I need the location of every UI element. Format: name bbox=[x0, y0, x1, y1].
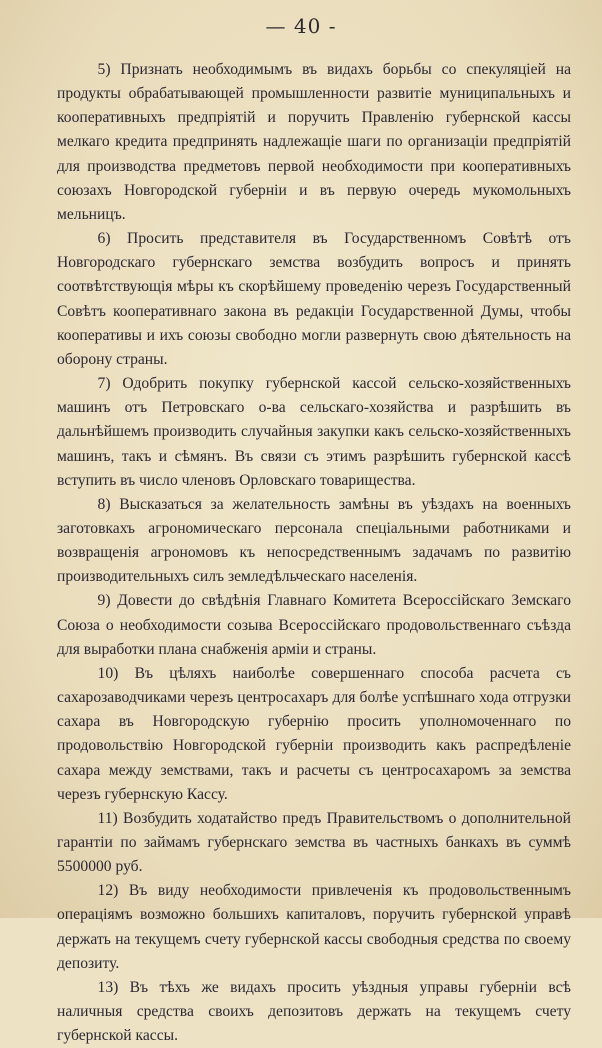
paragraph-11: 11) Возбудить ходатайство предъ Правительствомъ о дополнительной гарантіи по займамъ губернскаго земства въ частныхъ банкахъ въ суммѣ 5500000 руб. bbox=[57, 809, 571, 876]
body-text bbox=[57, 58, 571, 1048]
paragraph-13: 13) Въ тѣхъ же видахъ просить уѣздныя управы губерніи всѣ наличныя средства своихъ депозитовъ держать на текущемъ счету губернской кассы. bbox=[57, 978, 571, 1045]
paragraph-5: 5) Признать необходимымъ въ видахъ борьбы со спекуляціей на продукты обрабатывающей промышленности развитіе муниципальныхъ и кооперативныхъ предпріятій и поручить Правленію губернской кассы мелкаго кредита предпринять надлежащіе шаги по организаціи предпріятій для производства предметовъ первой необходимости при кооперативныхъ союзахъ Новгородской губерніи и въ первую очередь мукомольныхъ мельницъ. bbox=[57, 61, 571, 223]
paragraph-10: 10) Въ цѣляхъ наиболѣе совершеннаго способа расчета съ сахарозаводчиками черезъ центросахаръ для болѣе успѣшнаго хода отгрузки сахара въ Новгородскую губернію просить уполномоченнаго по продовольствію Новгородской губерніи производить какъ распредѣленіе сахара между земствами, такъ и расчеты съ центросахаромъ за земства черезъ губернскую Кассу. bbox=[57, 664, 571, 803]
paragraph-8: 8) Высказаться за желательность замѣны въ уѣздахъ на военныхъ заготовкахъ агрономическаго персонала спеціальными работниками и возвращенія агрономовъ къ непосредственнымъ задачамъ по развитію производительныхъ силъ земледѣльческаго населенія. bbox=[57, 495, 571, 586]
page-number: — 40 - bbox=[265, 14, 337, 38]
paragraph-12: 12) Въ виду необходимости привлеченія къ продовольственнымъ операціямъ возможно большихъ капиталовъ, поручить губернской управѣ держать на текущемъ счету губернской кассы свободныя средства по своему депозиту. bbox=[57, 882, 571, 972]
paragraph-7: 7) Одобрить покупку губернской кассой сельско-хозяйственныхъ машинъ отъ Петровскаго о-ва сельскаго-хозяйства и разрѣшить въ дальнѣйшемъ производить случайныя закупки какъ сельско-хозяйственныхъ машинъ, такъ и сѣмянъ. Въ связи съ этимъ разрѣшить губернской кассѣ вступить въ число членовъ Орловскаго товарищества. bbox=[57, 375, 571, 489]
paragraph-6: 6) Просить представителя въ Государственномъ Совѣтѣ отъ Новгородскаго губернскаго земства возбудить вопросъ и принять соотвѣтствующія мѣры къ скорѣйшему проведенію черезъ Государственный Совѣтъ кооперативнаго закона въ редакціи Государственной Думы, чтобы кооперативы и ихъ союзы свободно могли развернуть свою дѣятельность на оборону страны. bbox=[57, 230, 571, 368]
paragraph-9: 9) Довести до свѣдѣнія Главнаго Комитета Всероссійскаго Земскаго Союза о необходимости созыва Всероссійскаго продовольственнаго съѣзда для выработки плана снабженія арміи и страны. bbox=[57, 592, 571, 658]
